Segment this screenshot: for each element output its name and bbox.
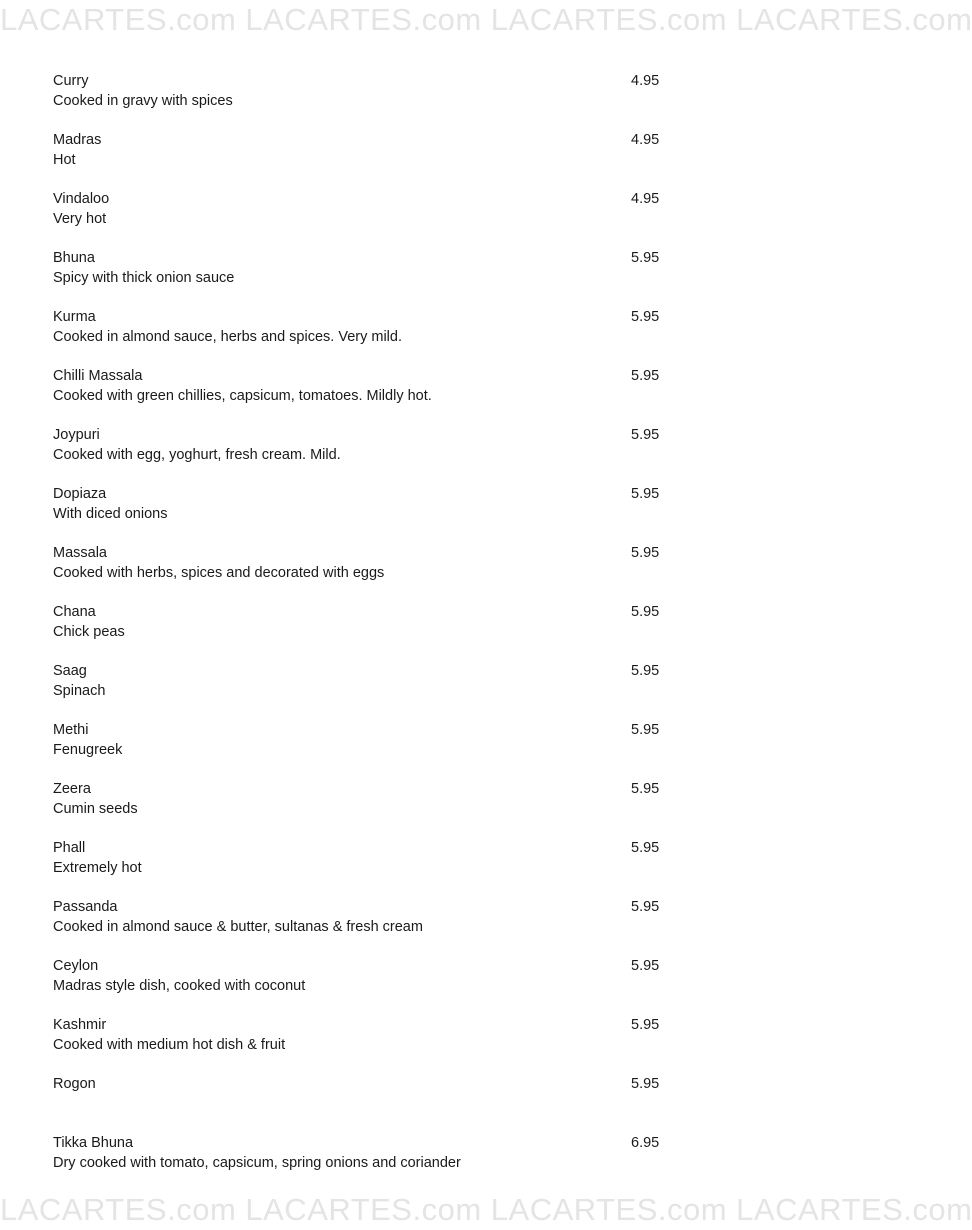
menu-item xyxy=(53,780,693,839)
item-price: 5.95 xyxy=(631,309,660,325)
item-name: Methi xyxy=(53,722,89,738)
item-description: Cooked in gravy with spices xyxy=(53,92,233,109)
item-price: 5.95 xyxy=(631,427,660,443)
item-price: 6.95 xyxy=(631,1135,660,1151)
item-name: Chilli Massala xyxy=(53,368,143,384)
item-name: Saag xyxy=(53,663,87,679)
item-name: Massala xyxy=(53,545,107,561)
item-price: 4.95 xyxy=(631,191,660,207)
item-name: Chana xyxy=(53,604,96,620)
item-name: Passanda xyxy=(53,899,118,915)
item-description: Dry cooked with tomato, capsicum, spring onions and coriander xyxy=(53,1154,461,1171)
menu-list xyxy=(53,72,693,1193)
watermark-bottom: LACARTES.com LACARTES.com LACARTES.com LACARTES.com xyxy=(0,1192,972,1227)
menu-item xyxy=(53,190,693,249)
menu-item xyxy=(53,1134,693,1193)
menu-item xyxy=(53,662,693,721)
menu-item xyxy=(53,485,693,544)
item-price: 5.95 xyxy=(631,722,660,738)
item-name: Madras xyxy=(53,132,102,148)
item-description: Extremely hot xyxy=(53,859,142,876)
menu-item xyxy=(53,1016,693,1075)
item-name: Tikka Bhuna xyxy=(53,1135,134,1151)
menu-item xyxy=(53,839,693,898)
watermark-top: LACARTES.com LACARTES.com LACARTES.com LACARTES.com xyxy=(0,2,972,37)
item-price: 5.95 xyxy=(631,781,660,797)
item-price: 5.95 xyxy=(631,368,660,384)
item-description: Cooked in almond sauce, herbs and spices. Very mild. xyxy=(53,328,402,345)
item-name: Rogon xyxy=(53,1076,96,1092)
menu-item xyxy=(53,72,693,131)
item-description: Cooked with herbs, spices and decorated with eggs xyxy=(53,564,385,581)
item-name: Kashmir xyxy=(53,1017,107,1033)
item-description: Cooked with green chillies, capsicum, tomatoes. Mildly hot. xyxy=(53,387,432,404)
menu-item xyxy=(53,898,693,957)
item-description: Cooked with egg, yoghurt, fresh cream. Mild. xyxy=(53,446,341,463)
item-price: 5.95 xyxy=(631,1017,660,1033)
item-name: Ceylon xyxy=(53,958,99,974)
item-name: Vindaloo xyxy=(53,191,110,207)
item-price: 5.95 xyxy=(631,663,660,679)
item-description: Hot xyxy=(53,151,76,168)
menu-item xyxy=(53,957,693,1016)
item-price: 5.95 xyxy=(631,958,660,974)
item-description: Cooked with medium hot dish & fruit xyxy=(53,1036,286,1053)
item-description: Spicy with thick onion sauce xyxy=(53,269,235,286)
item-price: 4.95 xyxy=(631,132,660,148)
item-description: With diced onions xyxy=(53,505,168,522)
item-name: Phall xyxy=(53,840,86,856)
menu-item xyxy=(53,603,693,662)
item-price: 5.95 xyxy=(631,1076,660,1092)
item-price: 4.95 xyxy=(631,73,660,89)
item-name: Kurma xyxy=(53,309,96,325)
menu-item xyxy=(53,131,693,190)
item-price: 5.95 xyxy=(631,604,660,620)
item-name: Dopiaza xyxy=(53,486,107,502)
item-price: 5.95 xyxy=(631,486,660,502)
item-price: 5.95 xyxy=(631,840,660,856)
item-name: Curry xyxy=(53,73,89,89)
item-name: Bhuna xyxy=(53,250,95,266)
item-price: 5.95 xyxy=(631,899,660,915)
menu-item xyxy=(53,308,693,367)
item-description: Madras style dish, cooked with coconut xyxy=(53,977,306,994)
menu-item xyxy=(53,721,693,780)
item-description: Chick peas xyxy=(53,623,125,640)
item-name: Zeera xyxy=(53,781,91,797)
item-name: Joypuri xyxy=(53,427,100,443)
menu-item xyxy=(53,367,693,426)
item-description: Very hot xyxy=(53,210,107,227)
item-description: Spinach xyxy=(53,682,106,699)
menu-item xyxy=(53,544,693,603)
item-description: Fenugreek xyxy=(53,741,123,758)
menu-item xyxy=(53,1075,693,1134)
item-price: 5.95 xyxy=(631,545,660,561)
menu-item xyxy=(53,426,693,485)
item-description: Cumin seeds xyxy=(53,800,138,817)
item-description: Cooked in almond sauce & butter, sultanas & fresh cream xyxy=(53,918,423,935)
item-price: 5.95 xyxy=(631,250,660,266)
menu-item xyxy=(53,249,693,308)
